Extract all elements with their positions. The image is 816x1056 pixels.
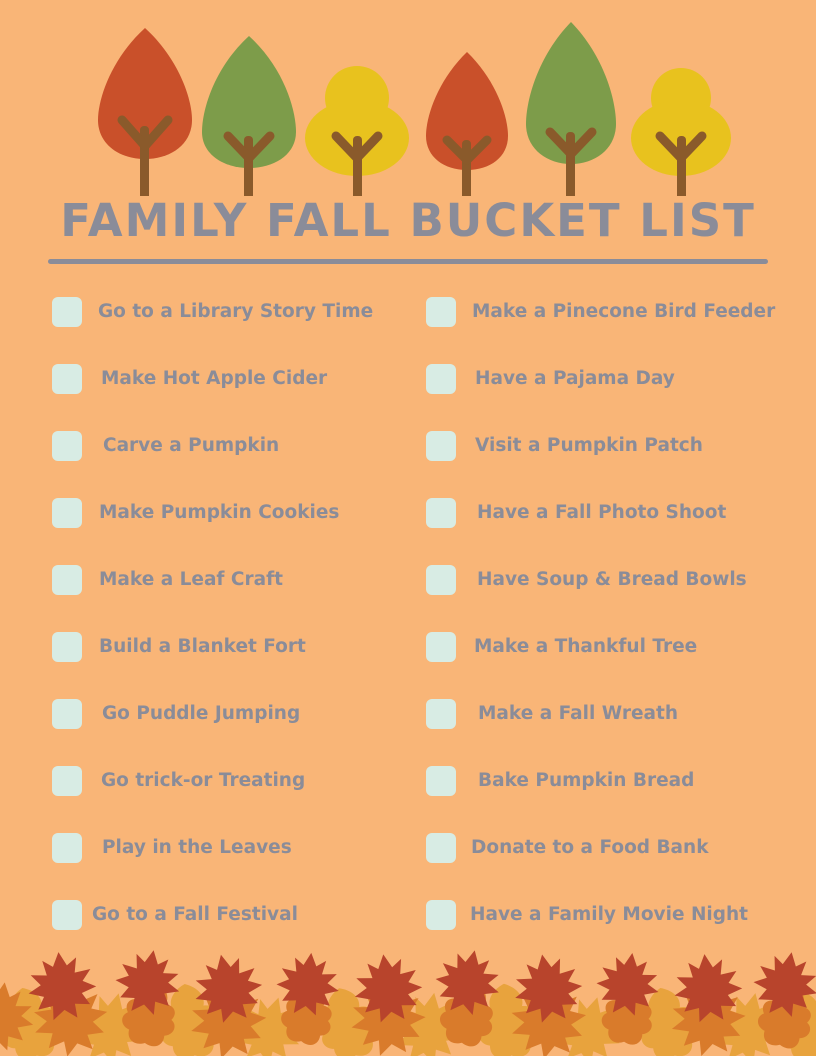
list-item[interactable] bbox=[426, 680, 816, 747]
fall-trees-banner bbox=[0, 16, 816, 196]
checkbox-icon[interactable] bbox=[52, 364, 82, 394]
list-item[interactable] bbox=[426, 546, 816, 613]
checkbox-icon[interactable] bbox=[426, 565, 456, 595]
checkbox-icon[interactable] bbox=[426, 364, 456, 394]
fall-leaves-border bbox=[0, 946, 816, 1056]
list-item[interactable] bbox=[426, 747, 816, 814]
tree-5-green bbox=[526, 22, 616, 196]
list-item[interactable] bbox=[426, 345, 816, 412]
checkbox-icon[interactable] bbox=[52, 900, 82, 930]
list-item-label: Donate to a Food Bank bbox=[471, 837, 709, 858]
list-item-label: Go to a Library Story Time bbox=[98, 301, 374, 322]
list-item[interactable] bbox=[52, 412, 408, 479]
checkbox-icon[interactable] bbox=[52, 632, 82, 662]
checkbox-icon[interactable] bbox=[426, 498, 456, 528]
list-item-label: Make Pumpkin Cookies bbox=[99, 502, 340, 523]
checkbox-icon[interactable] bbox=[52, 565, 82, 595]
list-item[interactable] bbox=[52, 546, 408, 613]
list-item[interactable] bbox=[52, 479, 408, 546]
list-item[interactable] bbox=[52, 814, 408, 881]
checkbox-icon[interactable] bbox=[426, 297, 456, 327]
list-item[interactable] bbox=[426, 278, 816, 345]
checkbox-icon[interactable] bbox=[52, 297, 82, 327]
list-item-label: Have a Pajama Day bbox=[475, 368, 675, 389]
list-item-label: Go to a Fall Festival bbox=[92, 904, 298, 925]
list-item-label: Have Soup & Bread Bowls bbox=[477, 569, 747, 590]
list-item-label: Go trick-or Treating bbox=[101, 770, 306, 791]
list-item-label: Bake Pumpkin Bread bbox=[478, 770, 695, 791]
bucket-list-right-column bbox=[408, 278, 816, 948]
list-item[interactable] bbox=[426, 881, 816, 948]
list-item-label: Make a Thankful Tree bbox=[474, 636, 698, 657]
list-item[interactable] bbox=[426, 814, 816, 881]
list-item[interactable] bbox=[52, 613, 408, 680]
tree-4-orange bbox=[426, 52, 508, 196]
checkbox-icon[interactable] bbox=[426, 766, 456, 796]
page-title-wrap bbox=[0, 196, 816, 246]
list-item-label: Make a Pinecone Bird Feeder bbox=[472, 301, 776, 322]
list-item-label: Play in the Leaves bbox=[102, 837, 292, 858]
list-item-label: Make a Fall Wreath bbox=[478, 703, 679, 724]
list-item[interactable] bbox=[426, 479, 816, 546]
checkbox-icon[interactable] bbox=[52, 766, 82, 796]
list-item[interactable] bbox=[426, 412, 816, 479]
list-item[interactable] bbox=[52, 881, 408, 948]
list-item[interactable] bbox=[52, 278, 408, 345]
bucket-list bbox=[0, 278, 816, 948]
bucket-list-left-column bbox=[0, 278, 408, 948]
list-item-label: Have a Family Movie Night bbox=[470, 904, 749, 925]
checkbox-icon[interactable] bbox=[426, 431, 456, 461]
checkbox-icon[interactable] bbox=[52, 833, 82, 863]
list-item[interactable] bbox=[52, 680, 408, 747]
checkbox-icon[interactable] bbox=[426, 900, 456, 930]
checkbox-icon[interactable] bbox=[426, 699, 456, 729]
title-divider bbox=[48, 259, 768, 264]
checkbox-icon[interactable] bbox=[52, 699, 82, 729]
page-title: FAMILY FALL BUCKET LIST bbox=[60, 194, 756, 247]
list-item[interactable] bbox=[52, 345, 408, 412]
checkbox-icon[interactable] bbox=[426, 632, 456, 662]
list-item-label: Carve a Pumpkin bbox=[103, 435, 280, 456]
list-item-label: Go Puddle Jumping bbox=[102, 703, 301, 724]
list-item[interactable] bbox=[426, 613, 816, 680]
list-item-label: Have a Fall Photo Shoot bbox=[477, 502, 727, 523]
list-item-label: Make a Leaf Craft bbox=[99, 569, 283, 590]
list-item[interactable] bbox=[52, 747, 408, 814]
list-item-label: Make Hot Apple Cider bbox=[101, 368, 328, 389]
list-item-label: Visit a Pumpkin Patch bbox=[475, 435, 703, 456]
tree-3-yellow bbox=[305, 66, 409, 196]
tree-2-green bbox=[202, 36, 296, 196]
checkbox-icon[interactable] bbox=[52, 431, 82, 461]
checkbox-icon[interactable] bbox=[426, 833, 456, 863]
tree-6-yellow bbox=[631, 68, 731, 196]
checkbox-icon[interactable] bbox=[52, 498, 82, 528]
tree-1-orange bbox=[98, 28, 192, 196]
list-item-label: Build a Blanket Fort bbox=[99, 636, 306, 657]
